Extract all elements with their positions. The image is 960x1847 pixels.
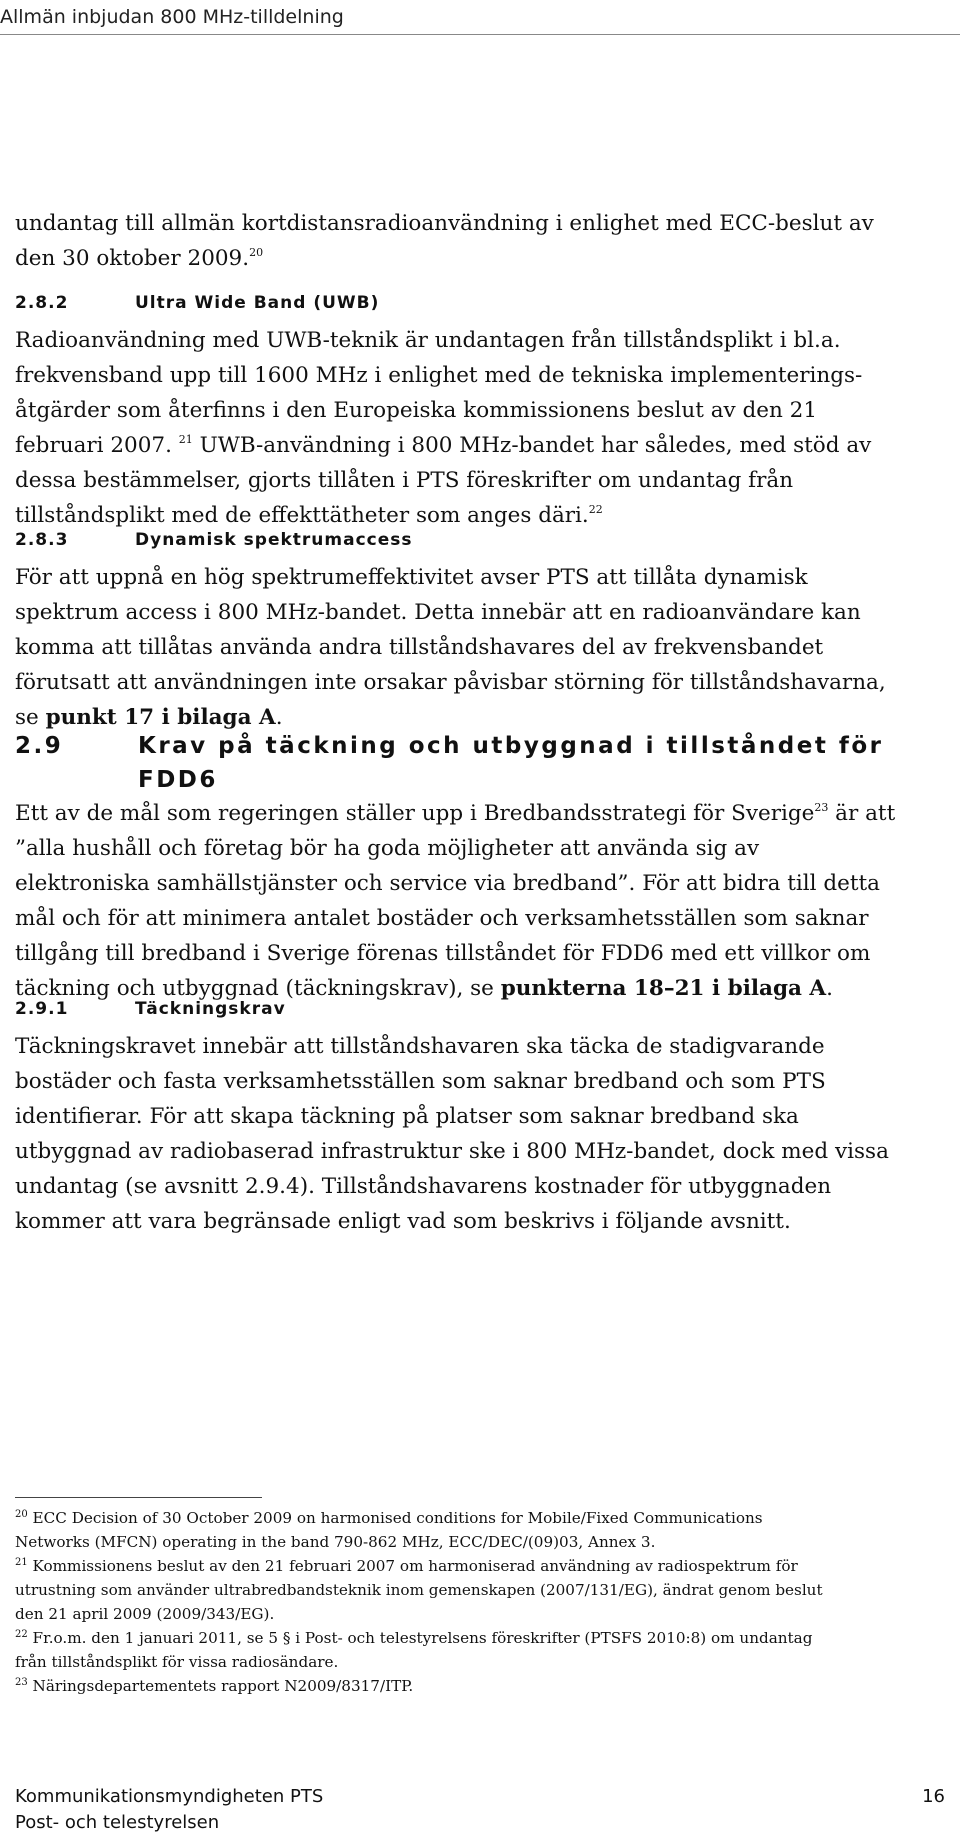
footer-organization-alt: Post- och telestyrelsen — [15, 1812, 220, 1833]
text-line — [15, 700, 940, 735]
footnote-line: Networks (MFCN) operating in the band 790-862 MHz, ECC/DEC/(09)03, Annex 3. — [15, 1533, 656, 1551]
footnote-20 — [15, 1506, 945, 1530]
section-title: Dynamisk spektrumaccess — [135, 530, 413, 550]
text-span: ECC Decision of 30 October 2009 on harmonised conditions for Mobile/Fixed Communications — [27, 1509, 763, 1527]
header-divider — [0, 34, 960, 35]
text-line — [15, 428, 940, 463]
text-span: Fr.o.m. den 1 januari 2011, se 5 § i Post- och telestyrelsens föreskrifter (PTSFS 2010:8) om undantag — [27, 1629, 813, 1647]
footnote-22 — [15, 1626, 945, 1650]
text-line: komma att tillåtas använda andra tillståndshavares del av frekvensbandet — [15, 635, 824, 660]
text-span: se — [15, 705, 46, 730]
intro-paragraph — [15, 206, 940, 276]
text-line: ”alla hushåll och företag bör ha goda möjligheter att använda sig av — [15, 836, 760, 861]
section-heading-2-8-3 — [15, 530, 413, 550]
footnote-number: 20 — [15, 1509, 28, 1520]
text-span: UWB-användning i 800 MHz-bandet har således, med stöd av — [192, 433, 872, 458]
footnote-line: den 21 april 2009 (2009/343/EG). — [15, 1605, 275, 1623]
text-line: förutsatt att användningen inte orsakar påvisbar störning för tillståndshavarna, — [15, 670, 886, 695]
text-span: Näringsdepartementets rapport N2009/8317/ITP. — [27, 1677, 414, 1695]
section-heading-2-9-1 — [15, 999, 286, 1019]
footer-line-2 — [15, 1812, 945, 1833]
section-heading-2-8-2 — [15, 293, 379, 313]
text-span: Ett av de mål som regeringen ställer upp i Bredbandsstrategi för Sverige — [15, 801, 815, 826]
text-span: är att — [828, 801, 896, 826]
section-number: 2.8.2 — [15, 293, 69, 313]
footnote-number: 21 — [15, 1557, 28, 1568]
text-line — [15, 498, 940, 533]
text-span: . — [275, 705, 283, 730]
section-title: Krav på täckning och utbyggnad i tillståndet för — [138, 733, 884, 759]
footnotes — [15, 1506, 945, 1698]
text-line: Radioanvändning med UWB-teknik är undantagen från tillståndsplikt i bl.a. — [15, 328, 841, 353]
text-span: tillståndsplikt med de effekttätheter som anges däri. — [15, 503, 589, 528]
text-line: identifierar. För att skapa täckning på platser som saknar bredband ska — [15, 1104, 799, 1129]
section-title: Täckningskrav — [135, 999, 286, 1019]
text-span: februari 2007. — [15, 433, 179, 458]
text-line: bostäder och fasta verksamhetsställen som saknar bredband och som PTS — [15, 1069, 826, 1094]
text-line: spektrum access i 800 MHz-bandet. Detta innebär att en radioanvändare kan — [15, 600, 861, 625]
text-line: tillgång till bredband i Sverige förenas tillståndet för FDD6 med ett villkor om — [15, 941, 871, 966]
footnote-number: 22 — [15, 1629, 28, 1640]
section-number: 2.9 — [15, 733, 64, 759]
footer-organization: Kommunikationsmyndigheten PTS — [15, 1786, 324, 1807]
footnote-ref: 23 — [814, 801, 829, 814]
footnote-ref: 20 — [249, 246, 264, 259]
text-line — [15, 796, 940, 831]
text-line: För att uppnå en hög spektrumeffektivitet avser PTS att tillåta dynamisk — [15, 565, 808, 590]
section-number: 2.9.1 — [15, 999, 69, 1019]
text-line: utbyggnad av radiobaserad infrastruktur ske i 800 MHz-bandet, dock med vissa — [15, 1139, 889, 1164]
annex-reference: punkt 17 i bilaga A — [45, 705, 276, 730]
text-span: den 30 oktober 2009. — [15, 246, 250, 271]
text-line: mål och för att minimera antalet bostäder och verksamhetsställen som saknar — [15, 906, 869, 931]
text-span: täckning och utbyggnad (täckningskrav), se — [15, 976, 501, 1001]
text-span: . — [826, 976, 833, 1001]
text-line: undantag till allmän kortdistansradioanvändning i enlighet med ECC-beslut av — [15, 211, 874, 236]
section-number: 2.8.3 — [15, 530, 69, 550]
footnote-23 — [15, 1674, 945, 1698]
footnote-divider — [15, 1497, 262, 1498]
footnote-21 — [15, 1554, 945, 1578]
section-title: Ultra Wide Band (UWB) — [135, 293, 380, 313]
footnote-line: utrustning som använder ultrabredbandsteknik inom gemenskapen (2007/131/EG), ändrat genom beslut — [15, 1581, 823, 1599]
text-line: elektroniska samhällstjänster och service via bredband”. För att bidra till detta — [15, 871, 880, 896]
text-line: dessa bestämmelser, gjorts tillåten i PTS föreskrifter om undantag från — [15, 468, 794, 493]
page-number: 16 — [922, 1786, 945, 1807]
footer-line-1 — [15, 1786, 945, 1807]
text-line: åtgärder som återfinns i den Europeiska kommissionens beslut av den 21 — [15, 398, 818, 423]
text-line — [15, 241, 940, 276]
footnote-number: 23 — [15, 1677, 28, 1688]
text-line: Täckningskravet innebär att tillståndshavaren ska täcka de stadigvarande — [15, 1034, 825, 1059]
footnote-ref: 22 — [588, 503, 603, 516]
text-line: kommer att vara begränsade enligt vad som beskrivs i följande avsnitt. — [15, 1209, 791, 1234]
paragraph-coverage-requirement — [15, 1029, 940, 1239]
footnote-line: från tillståndsplikt för vissa radiosändare. — [15, 1653, 339, 1671]
paragraph-dynamic-access — [15, 560, 940, 735]
text-line: undantag (se avsnitt 2.9.4). Tillståndshavarens kostnader för utbyggnaden — [15, 1174, 832, 1199]
text-line: frekvensband upp till 1600 MHz i enlighet med de tekniska implementerings- — [15, 363, 863, 388]
annex-reference: punkterna 18–21 i bilaga A — [500, 976, 827, 1001]
running-header-title: Allmän inbjudan 800 MHz-tilldelning — [0, 6, 344, 28]
paragraph-uwb — [15, 323, 940, 533]
paragraph-coverage — [15, 796, 940, 1006]
footnote-ref: 21 — [178, 433, 193, 446]
text-span: Kommissionens beslut av den 21 februari 2007 om harmoniserad användning av radiospektrum för — [27, 1557, 798, 1575]
section-title-continued: FDD6 — [138, 767, 218, 793]
section-heading-2-9 — [15, 733, 884, 793]
